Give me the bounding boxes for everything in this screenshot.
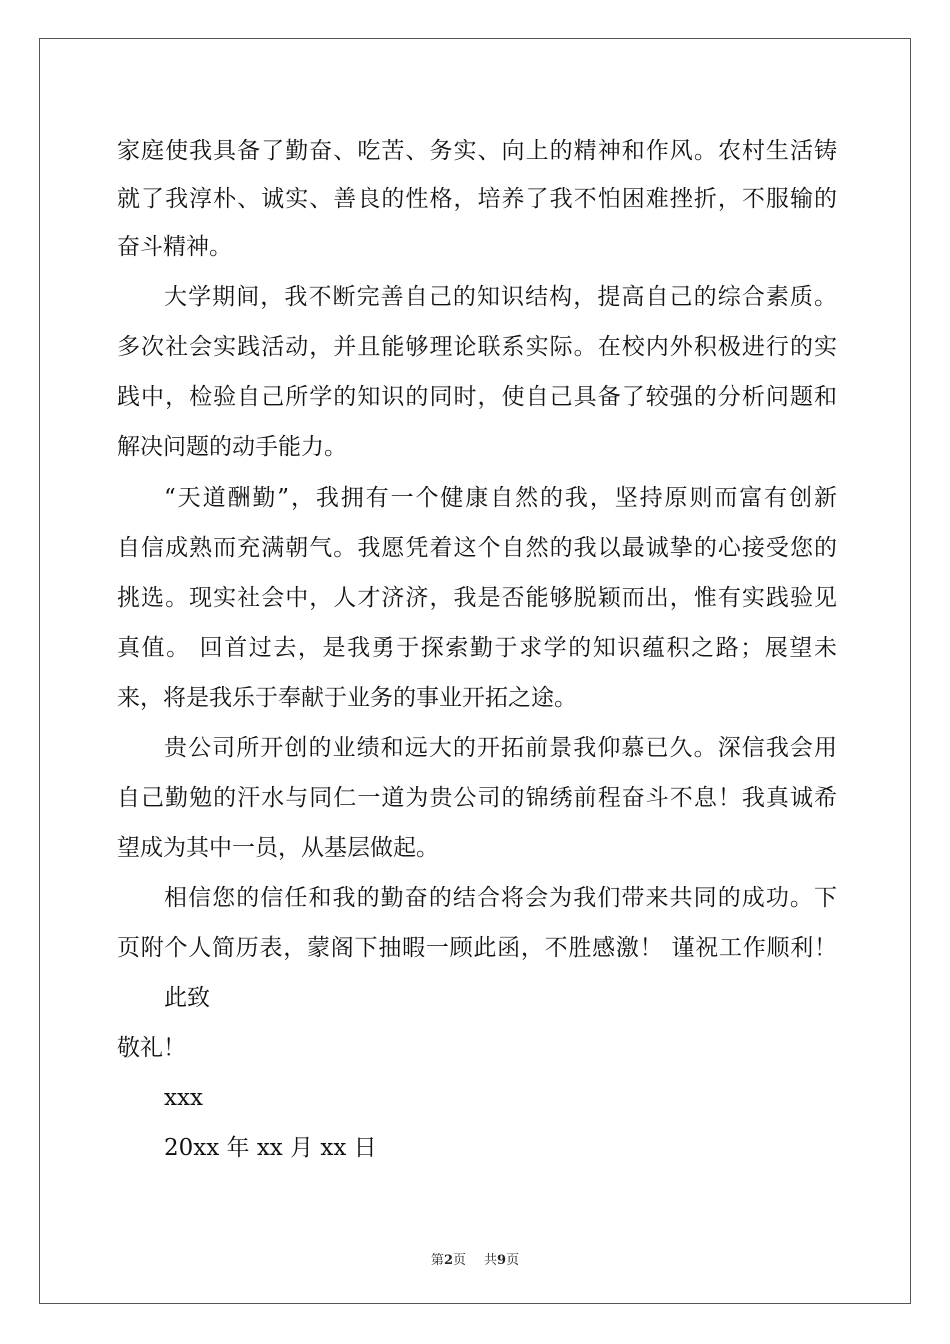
text-line: 奋斗精神。: [117, 234, 232, 260]
text-line: 来，将是我乐于奉献于业务的事业开拓之途。: [117, 685, 577, 711]
text-line: 解决问题的动手能力。: [117, 434, 347, 460]
text-line: 自信成熟而充满朝气。我愿凭着这个自然的我以最诚挚的心接受您的: [117, 535, 837, 561]
page-label-suffix: 页: [452, 1253, 466, 1268]
text-line: 真值。 回首过去，是我勇于探索勤于求学的知识蕴积之路；展望未: [117, 635, 837, 661]
text-line: 自己勤勉的汗水与同仁一道为贵公司的锦绣前程奋斗不息！我真诚希: [117, 785, 837, 811]
text-line: 挑选。现实社会中，人才济济，我是否能够脱颖而出，惟有实践验见: [117, 585, 837, 611]
total-label-suffix: 页: [506, 1253, 520, 1268]
total-label-prefix: 共: [484, 1253, 498, 1268]
closing-phrase: 此致: [164, 985, 210, 1011]
text-line: 家庭使我具备了勤奋、吃苦、务实、向上的精神和作风。农村生活铸: [117, 138, 837, 164]
paragraph-first-line: 贵公司所开创的业绩和远大的开拓前景我仰慕已久。深信我会用: [164, 735, 837, 761]
text-line: 页附个人简历表，蒙阁下抽暇一顾此函，不胜感激！ 谨祝工作顺利！: [117, 935, 837, 961]
text-line: 望成为其中一员，从基层做起。: [117, 835, 439, 861]
page-total: 9: [497, 1253, 507, 1268]
page-label-prefix: 第: [430, 1253, 444, 1268]
paragraph-first-line: “天道酬勤”，我拥有一个健康自然的我，坚持原则而富有创新: [164, 485, 837, 511]
signature-date: 20xx 年 xx 月 xx 日: [164, 1135, 377, 1161]
signature-name: xxx: [164, 1085, 203, 1111]
text-line: 践中，检验自己所学的知识的同时，使自己具备了较强的分析问题和: [117, 384, 837, 410]
text-line: 多次社会实践活动，并且能够理论联系实际。在校内外积极进行的实: [117, 334, 837, 360]
paragraph-first-line: 相信您的信任和我的勤奋的结合将会为我们带来共同的成功。下: [164, 885, 837, 911]
text-line: 就了我淳朴、诚实、善良的性格，培养了我不怕困难挫折，不服输的: [117, 186, 837, 212]
salutation: 敬礼！: [117, 1035, 186, 1061]
paragraph-first-line: 大学期间，我不断完善自己的知识结构，提高自己的综合素质。: [164, 284, 837, 310]
page-current: 2: [443, 1253, 453, 1268]
page-footer: [0, 1249, 950, 1268]
